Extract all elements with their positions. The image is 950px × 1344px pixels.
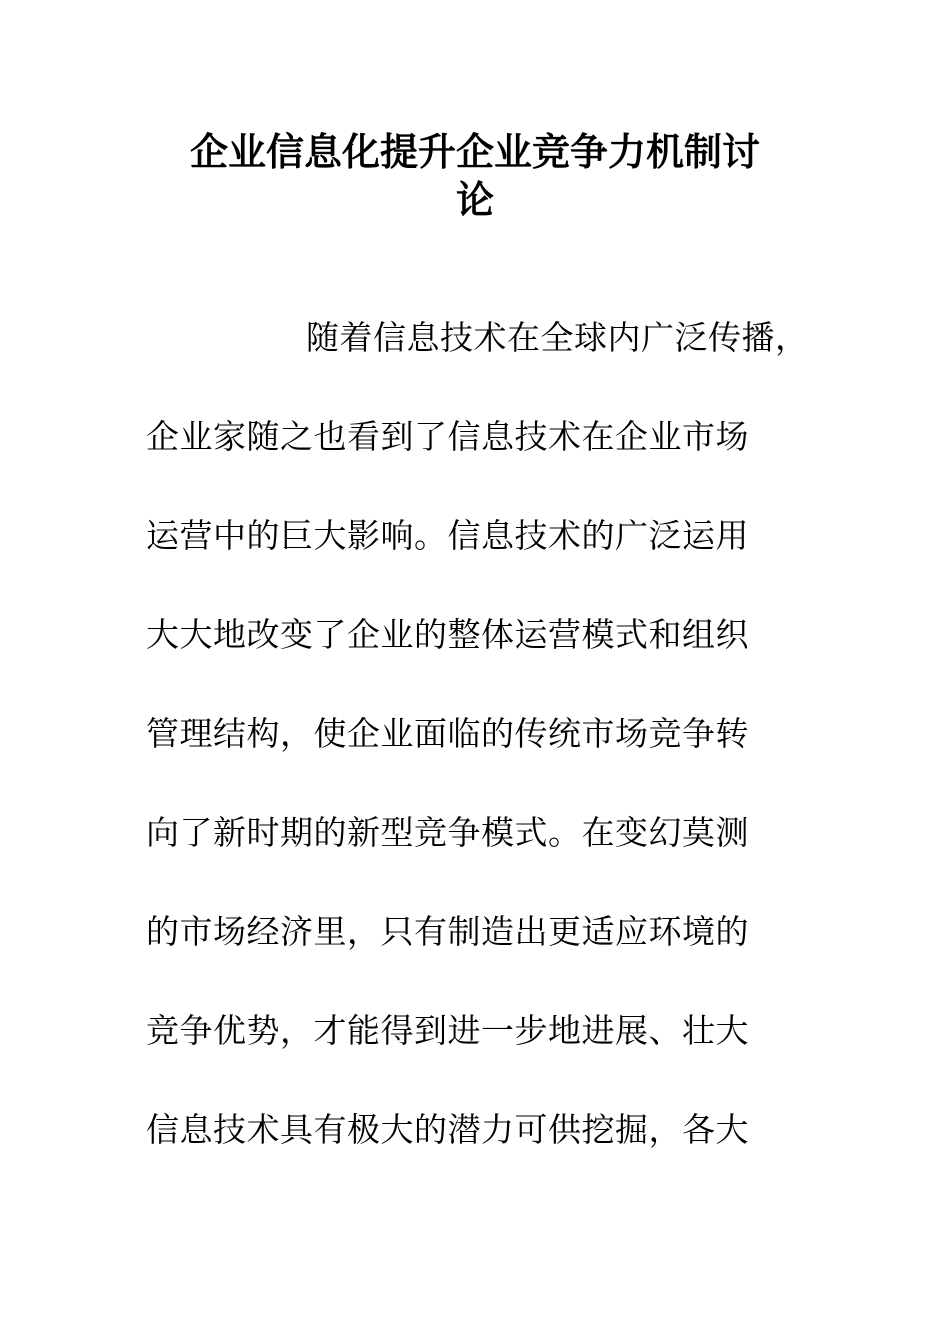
- body-line-2: 企业家随之也看到了信息技术在企业市场: [146, 417, 749, 456]
- document-title: [0, 128, 950, 224]
- body-line-1: 随着信息技术在全球内广泛传播，: [306, 318, 809, 357]
- title-line-1: 企业信息化提升企业竞争力机制讨: [189, 130, 760, 174]
- body-line-3: 运营中的巨大影响。信息技术的广泛运用: [146, 516, 749, 555]
- body-line-8: 竞争优势，才能得到进一步地进展、壮大: [146, 1011, 749, 1050]
- body-line-7: 的市场经济里，只有制造出更适应环境的: [146, 912, 749, 951]
- body-line-4: 大大地改变了企业的整体运营模式和组织: [146, 615, 749, 654]
- body-line-6: 向了新时期的新型竞争模式。在变幻莫测: [146, 813, 749, 852]
- body-line-9: 信息技术具有极大的潜力可供挖掘，各大: [146, 1110, 749, 1149]
- title-line-2: 论: [455, 178, 494, 222]
- body-line-5: 管理结构，使企业面临的传统市场竞争转: [146, 714, 749, 753]
